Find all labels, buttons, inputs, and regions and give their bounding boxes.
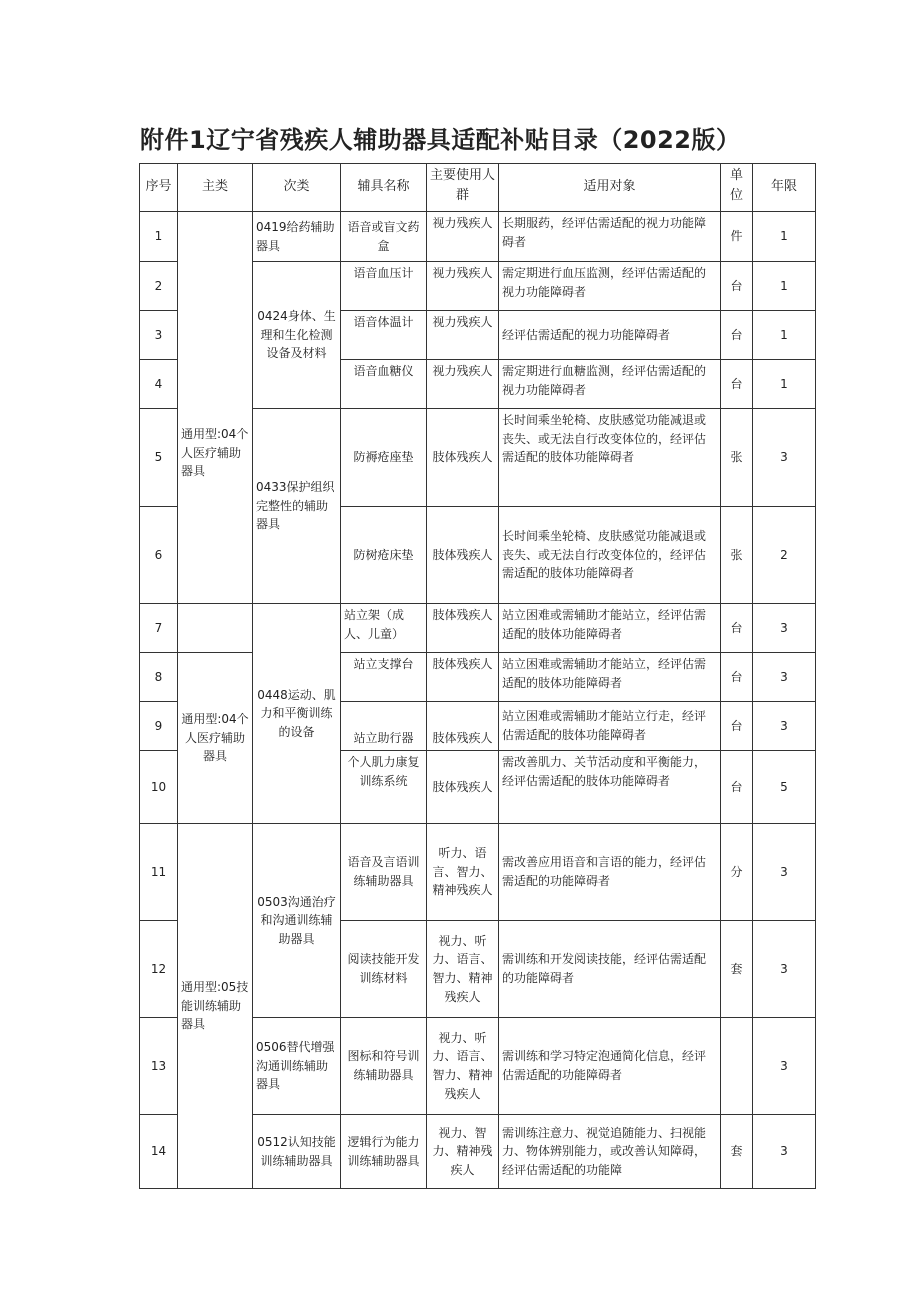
cell-main-class: 通用型:04个人医疗辅助器具 bbox=[178, 653, 253, 824]
cell-seq: 11 bbox=[140, 824, 178, 921]
cell-device-name: 语音及言语训练辅助器具 bbox=[341, 824, 427, 921]
cell-years: 1 bbox=[753, 262, 816, 311]
cell-unit: 分 bbox=[721, 824, 753, 921]
cell-user-group: 视力残疾人 bbox=[427, 311, 499, 360]
cell-device-name: 站立架（成人、儿童） bbox=[341, 604, 427, 653]
header-device-name: 辅具名称 bbox=[341, 164, 427, 212]
cell-years: 3 bbox=[753, 921, 816, 1018]
cell-device-name: 个人肌力康复训练系统 bbox=[341, 751, 427, 824]
cell-device-name: 图标和符号训练辅助器具 bbox=[341, 1018, 427, 1115]
cell-target: 长时间乘坐轮椅、皮肤感觉功能减退或丧失、或无法自行改变体位的，经评估需适配的肢体功能障碍者 bbox=[499, 409, 721, 507]
cell-user-group: 肢体残疾人 bbox=[427, 751, 499, 824]
cell-seq: 1 bbox=[140, 212, 178, 262]
header-unit: 单位 bbox=[721, 164, 753, 212]
cell-unit: 台 bbox=[721, 751, 753, 824]
cell-unit: 台 bbox=[721, 653, 753, 702]
cell-seq: 14 bbox=[140, 1115, 178, 1189]
cell-years: 3 bbox=[753, 604, 816, 653]
cell-target: 站立困难或需辅助才能站立行走，经评估需适配的肢体功能障碍者 bbox=[499, 702, 721, 751]
cell-user-group: 视力、智力、精神残疾人 bbox=[427, 1115, 499, 1189]
header-years: 年限 bbox=[753, 164, 816, 212]
table-row bbox=[140, 212, 816, 262]
cell-target: 长期服药，经评估需适配的视力功能障碍者 bbox=[499, 212, 721, 262]
cell-sub-class: 0506替代增强沟通训练辅助器具 bbox=[253, 1018, 341, 1115]
cell-seq: 12 bbox=[140, 921, 178, 1018]
cell-unit: 张 bbox=[721, 507, 753, 604]
cell-device-name: 语音体温计 bbox=[341, 311, 427, 360]
cell-seq: 3 bbox=[140, 311, 178, 360]
header-user-group: 主要使用人群 bbox=[427, 164, 499, 212]
cell-unit: 台 bbox=[721, 360, 753, 409]
header-target: 适用对象 bbox=[499, 164, 721, 212]
cell-device-name: 逻辑行为能力训练辅助器具 bbox=[341, 1115, 427, 1189]
cell-target: 需训练注意力、视觉追随能力、扫视能力、物体辨别能力，或改善认知障碍，经评估需适配的功能障 bbox=[499, 1115, 721, 1189]
cell-seq: 10 bbox=[140, 751, 178, 824]
cell-device-name: 语音血糖仪 bbox=[341, 360, 427, 409]
cell-user-group: 视力残疾人 bbox=[427, 212, 499, 262]
cell-seq: 7 bbox=[140, 604, 178, 653]
cell-seq: 2 bbox=[140, 262, 178, 311]
table-header-row bbox=[140, 164, 816, 212]
cell-device-name: 语音血压计 bbox=[341, 262, 427, 311]
cell-device-name: 站立助行器 bbox=[341, 702, 427, 751]
header-main-class: 主类 bbox=[178, 164, 253, 212]
cell-target: 需训练和学习特定泡通简化信息，经评估需适配的功能障碍者 bbox=[499, 1018, 721, 1115]
cell-user-group: 肢体残疾人 bbox=[427, 653, 499, 702]
cell-user-group: 肢体残疾人 bbox=[427, 702, 499, 751]
cell-years: 1 bbox=[753, 311, 816, 360]
cell-years: 3 bbox=[753, 409, 816, 507]
cell-sub-class: 0433保护组织完整性的辅助器具 bbox=[253, 409, 341, 604]
cell-user-group: 肢体残疾人 bbox=[427, 604, 499, 653]
cell-user-group: 肢体残疾人 bbox=[427, 409, 499, 507]
cell-user-group: 视力、听力、语言、智力、精神残疾人 bbox=[427, 921, 499, 1018]
cell-target: 需改善应用语音和言语的能力，经评估需适配的功能障碍者 bbox=[499, 824, 721, 921]
table-row bbox=[140, 604, 816, 653]
cell-user-group: 肢体残疾人 bbox=[427, 507, 499, 604]
cell-sub-class: 0503沟通治疗和沟通训练辅助器具 bbox=[253, 824, 341, 1018]
subsidy-table bbox=[139, 163, 816, 1189]
cell-years: 3 bbox=[753, 653, 816, 702]
cell-target: 站立困难或需辅助才能站立，经评估需适配的肢体功能障碍者 bbox=[499, 653, 721, 702]
cell-seq: 13 bbox=[140, 1018, 178, 1115]
cell-unit: 件 bbox=[721, 212, 753, 262]
page-title: 附件1辽宁省残疾人辅助器具适配补贴目录（2022版） bbox=[140, 126, 741, 154]
cell-sub-class: 0424身体、生理和生化检测设备及材料 bbox=[253, 262, 341, 409]
cell-sub-class: 0512认知技能训练辅助器具 bbox=[253, 1115, 341, 1189]
cell-unit: 台 bbox=[721, 311, 753, 360]
cell-sub-class: 0448运动、肌力和平衡训练的设备 bbox=[253, 604, 341, 824]
cell-device-name: 语音或盲文药盒 bbox=[341, 212, 427, 262]
cell-sub-class: 0419给药辅助器具 bbox=[253, 212, 341, 262]
cell-target: 需改善肌力、关节活动度和平衡能力，经评估需适配的肢体功能障碍者 bbox=[499, 751, 721, 824]
cell-unit: 台 bbox=[721, 604, 753, 653]
cell-target: 站立困难或需辅助才能站立，经评估需适配的肢体功能障碍者 bbox=[499, 604, 721, 653]
cell-target: 需定期进行血压监测，经评估需适配的视力功能障碍者 bbox=[499, 262, 721, 311]
cell-years: 1 bbox=[753, 212, 816, 262]
cell-seq: 5 bbox=[140, 409, 178, 507]
cell-target: 经评估需适配的视力功能障碍者 bbox=[499, 311, 721, 360]
cell-main-class-empty bbox=[178, 604, 253, 653]
cell-unit bbox=[721, 1018, 753, 1115]
cell-main-class: 通用型:04个人医疗辅助器具 bbox=[178, 212, 253, 604]
cell-years: 5 bbox=[753, 751, 816, 824]
table-row bbox=[140, 824, 816, 921]
cell-years: 3 bbox=[753, 1018, 816, 1115]
cell-seq: 8 bbox=[140, 653, 178, 702]
cell-years: 3 bbox=[753, 1115, 816, 1189]
cell-seq: 6 bbox=[140, 507, 178, 604]
cell-unit: 张 bbox=[721, 409, 753, 507]
cell-user-group: 视力残疾人 bbox=[427, 262, 499, 311]
cell-years: 1 bbox=[753, 360, 816, 409]
cell-unit: 台 bbox=[721, 702, 753, 751]
cell-years: 2 bbox=[753, 507, 816, 604]
header-seq: 序号 bbox=[140, 164, 178, 212]
cell-user-group: 视力残疾人 bbox=[427, 360, 499, 409]
cell-target: 需定期进行血糖监测，经评估需适配的视力功能障碍者 bbox=[499, 360, 721, 409]
cell-years: 3 bbox=[753, 702, 816, 751]
cell-user-group: 听力、语言、智力、精神残疾人 bbox=[427, 824, 499, 921]
cell-seq: 9 bbox=[140, 702, 178, 751]
cell-device-name: 阅读技能开发训练材料 bbox=[341, 921, 427, 1018]
table-row bbox=[140, 653, 816, 702]
cell-unit: 套 bbox=[721, 921, 753, 1018]
cell-device-name: 防褥疮座垫 bbox=[341, 409, 427, 507]
cell-target: 需训练和开发阅读技能，经评估需适配的功能障碍者 bbox=[499, 921, 721, 1018]
header-sub-class: 次类 bbox=[253, 164, 341, 212]
cell-unit: 台 bbox=[721, 262, 753, 311]
cell-main-class: 通用型:05技能训练辅助器具 bbox=[178, 824, 253, 1189]
cell-seq: 4 bbox=[140, 360, 178, 409]
cell-device-name: 站立支撑台 bbox=[341, 653, 427, 702]
cell-unit: 套 bbox=[721, 1115, 753, 1189]
cell-years: 3 bbox=[753, 824, 816, 921]
cell-device-name: 防树疮床垫 bbox=[341, 507, 427, 604]
cell-user-group: 视力、听力、语言、智力、精神残疾人 bbox=[427, 1018, 499, 1115]
cell-target: 长时间乘坐轮椅、皮肤感觉功能减退或丧失、或无法自行改变体位的，经评估需适配的肢体功能障碍者 bbox=[499, 507, 721, 604]
